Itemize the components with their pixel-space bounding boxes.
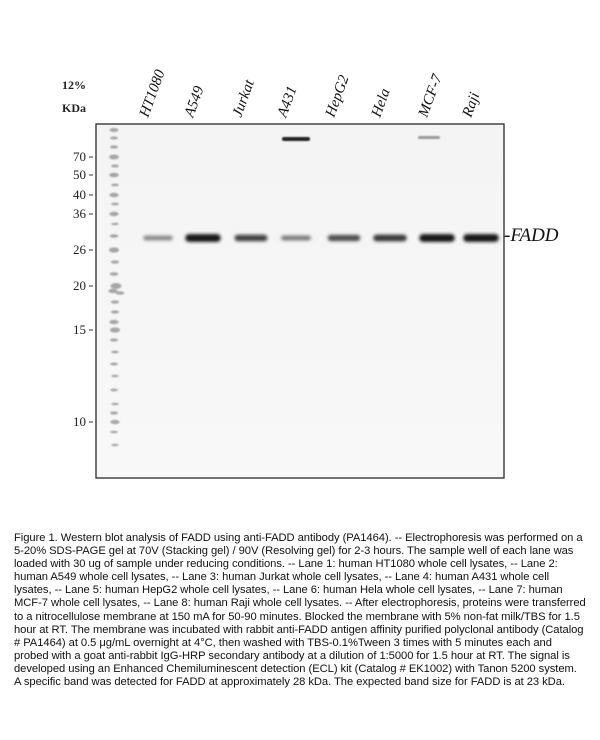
ladder-smudge — [110, 234, 119, 238]
band-ht1080 — [143, 236, 173, 241]
mw-marker-10: 10 — [73, 414, 86, 429]
ladder-smudge — [110, 411, 118, 414]
ladder-smudge — [109, 173, 119, 178]
lane-label-mcf-7: MCF-7 — [415, 72, 446, 120]
ladder-smudge — [109, 155, 119, 160]
ladder-smudge — [111, 184, 119, 187]
lane-label-a431: A431 — [274, 84, 301, 120]
ladder-smudge — [109, 320, 118, 324]
ladder-smudge — [111, 300, 119, 303]
ladder-smudge — [116, 291, 125, 295]
lane-labels — [136, 67, 483, 120]
band-a431 — [281, 236, 311, 241]
band-a549 — [185, 234, 221, 242]
blot-membrane — [96, 124, 504, 478]
mw-marker-20: 20 — [73, 278, 86, 293]
mw-marker-70: 70 — [73, 149, 86, 164]
lane-label-jurkat: Jurkat — [229, 77, 258, 120]
band-raji — [463, 234, 499, 242]
ladder-smudge — [111, 351, 119, 354]
gel-percent-label: 12% — [62, 78, 86, 92]
ladder-smudge — [111, 375, 119, 378]
ladder-smudge — [110, 272, 119, 276]
lane-label-a549: A549 — [181, 84, 208, 120]
ladder-smudge — [110, 420, 119, 424]
ladder-smudge — [110, 431, 118, 434]
mw-marker-26: 26 — [73, 242, 86, 257]
lane-label-hela: Hela — [368, 86, 394, 120]
mw-marker-50: 50 — [73, 167, 86, 182]
band-mcf-7 — [419, 234, 455, 242]
lane-label-ht1080: HT1080 — [136, 67, 169, 120]
ladder-smudge — [111, 444, 118, 446]
lane-label-raji: Raji — [459, 90, 484, 120]
lane-label-hepg2: HepG2 — [322, 73, 353, 120]
mw-marker-36: 36 — [73, 206, 86, 221]
a431-upper-band — [282, 137, 310, 141]
kda-unit-label: KDa — [62, 101, 86, 115]
ladder-smudge — [110, 363, 118, 366]
band-hepg2 — [328, 235, 361, 241]
ladder-smudge — [111, 203, 119, 206]
ladder-smudge — [109, 212, 118, 216]
ladder-smudge — [111, 223, 119, 226]
ladder-smudge — [110, 338, 118, 341]
ladder-smudge — [110, 128, 119, 132]
mw-marker-15: 15 — [73, 322, 86, 337]
ladder-smudge — [109, 193, 118, 197]
ladder-smudge — [111, 260, 119, 263]
ladder-smudge — [110, 327, 120, 332]
band-jurkat — [235, 235, 268, 242]
mw-marker-40: 40 — [73, 187, 86, 202]
mcf7-upper-band — [418, 136, 440, 139]
ladder-smudge — [111, 310, 119, 313]
ladder-smudge — [111, 283, 122, 289]
ladder-smudge — [109, 247, 119, 252]
ladder-smudge — [110, 145, 118, 148]
ladder-smudge — [110, 389, 118, 392]
mw-marker-labels — [73, 149, 93, 429]
ladder-smudge — [111, 403, 119, 406]
figure-caption: Figure 1. Western blot analysis of FADD using anti-FADD antibody (PA1464). -- Electrophoresis was performed on a 5-20% SDS-PAGE gel at 70V (Stacking gel) / 90V (Resolving gel) for 2-3 hours. The sample well of each lane was loaded with 30 ug of sample under reducing conditions. -- Lane 1: human HT1080 whole cell lysates, -- Lane 2: human A549 whole cell lysates, -- Lane 3: human Jurkat whole cell lysates, -- Lane 4: human A431 whole cell lysates, -- Lane 5: human HepG2 whole cell lysates, -- Lane 6: human Hela whole cell lysates, -- Lane 7: human MCF-7 whole cell lysates, -- Lane 8: human Raji whole cell lysates. -- After electrophoresis, proteins were transferred to a nitrocellulose membrane at 150 mA for 50-90 minutes. Blocked the membrane with 5% non-fat milk/TBS for 1.5 hour at RT. The membrane was incubated with rabbit anti-FADD antigen affinity purified polyclonal antibody (Catalog # PA1464) at 0.5 μg/mL overnight at 4°C, then washed with TBS-0.1%Tween 3 times with 5 minutes each and probed with a goat anti-rabbit IgG-HRP secondary antibody at a dilution of 1:5000 for 1.5 hour at RT. The signal is developed using an Enhanced Chemiluminescent detection (ECL) kit (Catalog # EK1002) with Tanon 5200 system. A specific band was detected for FADD at approximately 28 kDa. The expected band size for FADD is at 23 kDa. — [14, 532, 586, 689]
ladder-smudge — [110, 137, 118, 140]
fadd-target-label: -FADD — [504, 225, 559, 246]
band-hela — [373, 235, 407, 242]
ladder-smudge — [111, 165, 119, 168]
